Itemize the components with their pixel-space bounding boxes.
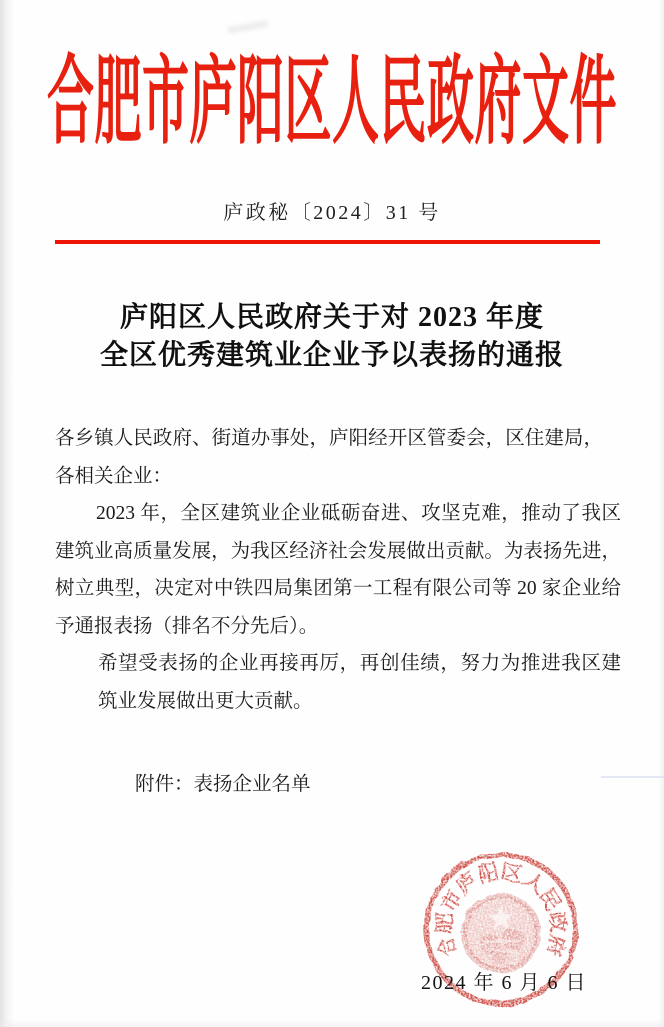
paragraph-line: 2023 年，全区建筑业企业砥砺奋进、攻坚克难，推动了我区 <box>96 503 621 524</box>
scan-shadow-bottom <box>0 1019 664 1027</box>
document-title <box>0 299 664 375</box>
paragraph-line: 树立典型，决定对中铁四局集团第一工程有限公司等 20 家企业给 <box>55 578 621 599</box>
paragraph-line: 希望受表扬的企业再接再厉，再创佳绩，努力为推进我区建 <box>98 653 621 674</box>
letterhead-org-title: 合肥市庐阳区人民政府文件 <box>47 50 617 158</box>
paragraph-line: 筑业发展做出更大贡献。 <box>98 690 313 712</box>
document-title-line1: 庐阳区人民政府关于对 2023 年度 <box>119 302 544 333</box>
paragraph-1 <box>55 495 621 645</box>
paragraph-line: 建筑业高质量发展，为我区经济社会发展做出贡献。为表扬先进， <box>55 540 621 562</box>
paragraph-line: 予通报表扬（排名不分先后）。 <box>55 615 319 637</box>
red-separator-rule <box>55 240 600 244</box>
document-date: 2024 年 6 月 6 日 <box>421 972 587 994</box>
seal-ring-text: 合肥市庐阳区人民政府 <box>433 861 569 960</box>
salutation-line: 各相关企业： <box>55 465 173 487</box>
document-body <box>55 420 621 804</box>
salutation <box>55 420 621 495</box>
doc-reference-number: 庐政秘〔2024〕31 号 <box>223 202 441 224</box>
document-title-line2: 全区优秀建筑业企业予以表扬的通报 <box>99 340 564 371</box>
salutation-line: 各乡镇人民政府、街道办事处，庐阳经开区管委会，区住建局， <box>55 428 603 449</box>
attachment-note: 附件：表扬企业名单 <box>135 774 311 795</box>
paragraph-2 <box>55 645 621 720</box>
seal-national-emblem-icon <box>464 896 538 970</box>
